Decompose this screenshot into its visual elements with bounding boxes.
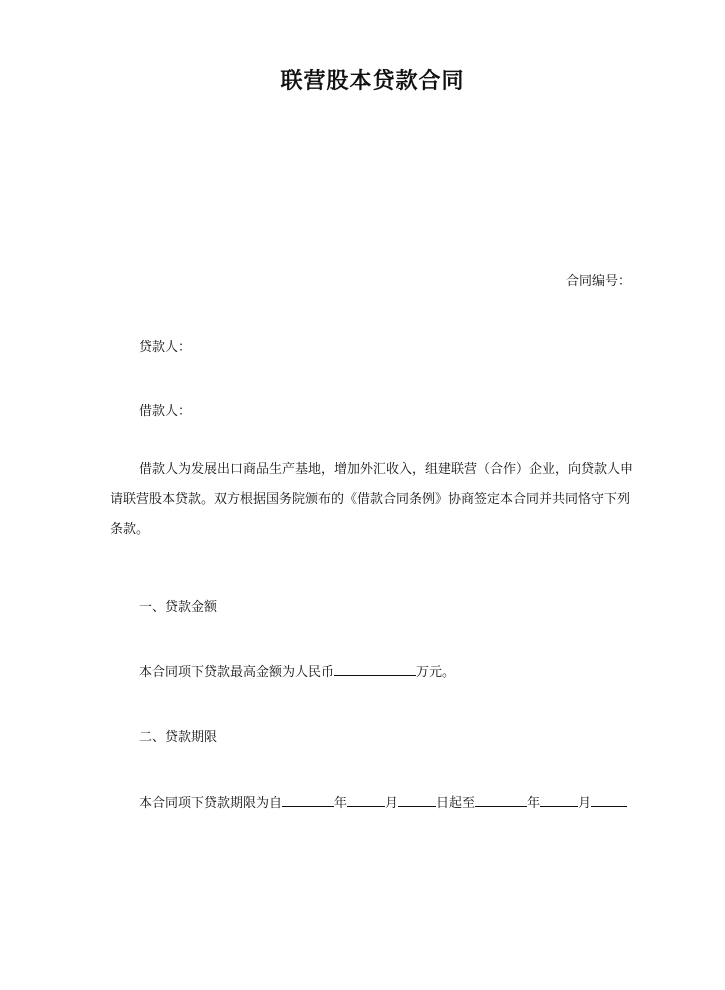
day-from-label: 日起至	[436, 796, 476, 811]
start-month-blank[interactable]	[347, 794, 385, 807]
section1-heading: 一、贷款金额	[139, 600, 218, 615]
end-month-label: 月	[578, 796, 592, 811]
end-month-blank[interactable]	[540, 794, 578, 807]
section1-text-before: 本合同项下贷款最高金额为人民币	[139, 665, 335, 680]
start-month-label: 月	[385, 796, 399, 811]
lender-label: 贷款人：	[139, 340, 192, 355]
contract-number-label: 合同编号：	[565, 274, 631, 289]
section1-amount-line	[139, 661, 455, 680]
section1-text-after: 万元。	[416, 665, 456, 680]
amount-blank[interactable]	[334, 663, 416, 676]
term-prefix: 本合同项下贷款期限为自	[139, 796, 283, 811]
document-title: 联营股本贷款合同	[280, 68, 465, 94]
end-year-label: 年	[527, 796, 541, 811]
section2-term-line	[139, 792, 627, 811]
end-year-blank[interactable]	[475, 794, 527, 807]
borrower-label: 借款人：	[139, 404, 192, 419]
preamble-paragraph: 借款人为发展出口商品生产基地，增加外汇收入，组建联营（合作）企业，向贷款人申请联营股本贷款。双方根据国务院颁布的《借款合同条例》协商签定本合同并共同恪守下列条款。	[110, 462, 634, 537]
end-day-blank[interactable]	[591, 794, 627, 807]
start-day-blank[interactable]	[398, 794, 436, 807]
section2-heading: 二、贷款期限	[139, 730, 218, 745]
start-year-label: 年	[334, 796, 348, 811]
start-year-blank[interactable]	[282, 794, 334, 807]
